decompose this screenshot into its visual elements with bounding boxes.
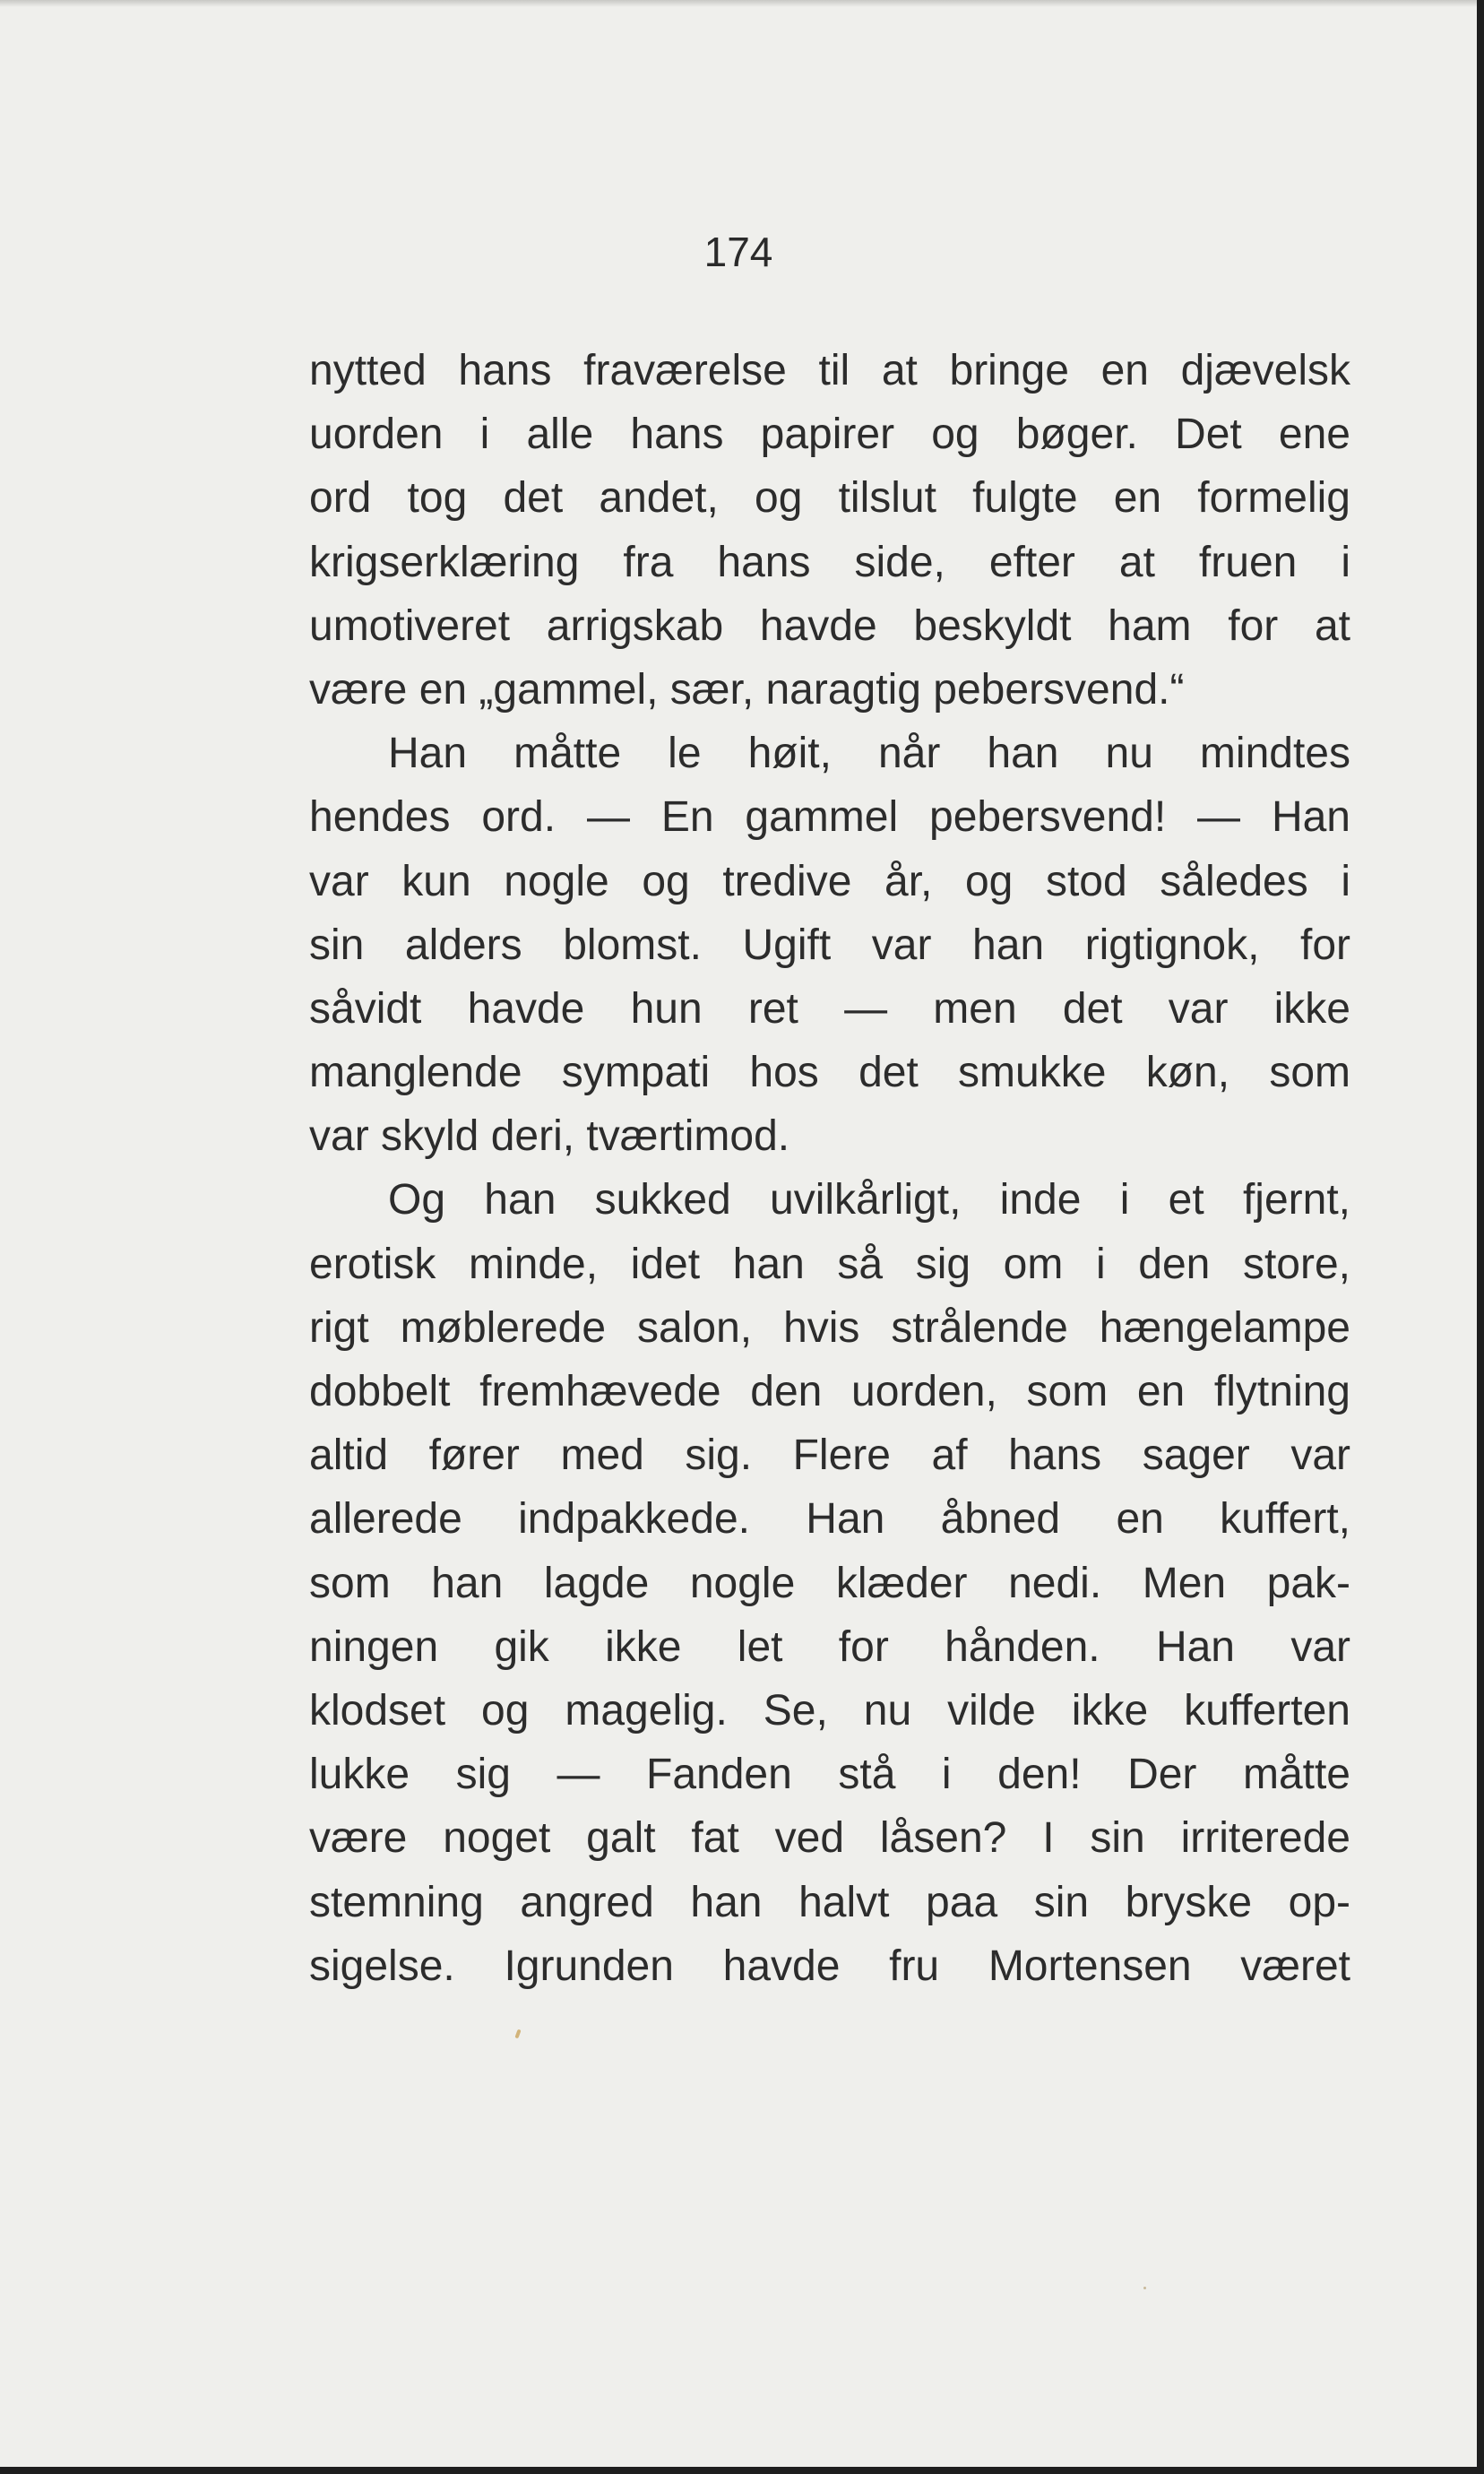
text-line: manglende sympati hos det smukke køn, som <box>309 1049 1350 1097</box>
text-line: lukke sig — Fanden stå i den! Der måtte <box>309 1751 1350 1799</box>
text-line: hendes ord. — En gammel pebersvend! — Han <box>309 793 1350 842</box>
text-line: være en „gammel, sær, naragtig pebersvend.“ <box>309 665 1185 714</box>
text-line: allerede indpakkede. Han åbned en kuffert, <box>309 1495 1350 1544</box>
text-line: umotiveret arrigskab havde beskyldt ham for at <box>309 601 1350 650</box>
paper-speck <box>1143 2287 1146 2289</box>
text-line: uorden i alle hans papirer og bøger. Det ene <box>309 411 1350 459</box>
text-line: Han måtte le høit, når han nu mindtes <box>388 730 1350 778</box>
text-line: altid fører med sig. Flere af hans sager var <box>309 1432 1350 1480</box>
text-line: dobbelt fremhævede den uorden, som en flytning <box>309 1368 1350 1415</box>
text-line: sin alders blomst. Ugift var han rigtignok, for <box>309 921 1350 969</box>
text-line: sigelse. Igrunden havde fru Mortensen været <box>309 1942 1350 1990</box>
text-line: krigserklæring fra hans side, efter at fruen i <box>309 538 1350 586</box>
text-line: erotisk minde, idet han så sig om i den store, <box>309 1240 1350 1288</box>
text-line: Og han sukked uvilkårligt, inde i et fjernt, <box>388 1176 1350 1224</box>
text-line: såvidt havde hun ret — men det var ikke <box>309 984 1350 1033</box>
body-text <box>309 339 1350 1998</box>
text-line: være noget galt fat ved låsen? I sin irriterede <box>309 1814 1350 1863</box>
text-line: var skyld deri, tværtimod. <box>309 1112 790 1161</box>
text-line: ord tog det andet, og tilslut fulgte en formelig <box>309 474 1350 523</box>
text-line: klodset og magelig. Se, nu vilde ikke kufferten <box>309 1686 1350 1734</box>
paper-speck <box>514 2029 521 2039</box>
text-line: var kun nogle og tredive år, og stod således i <box>309 857 1350 905</box>
text-line: nytted hans fraværelse til at bringe en djævelsk <box>309 347 1350 394</box>
page-edge-shadow <box>0 0 1477 7</box>
text-line: ningen gik ikke let for hånden. Han var <box>309 1622 1350 1671</box>
page-number: 174 <box>703 229 773 275</box>
text-line: stemning angred han halvt paa sin bryske op- <box>309 1878 1350 1926</box>
text-line: som han lagde nogle klæder nedi. Men pak- <box>309 1559 1350 1607</box>
text-line: rigt møblerede salon, hvis strålende hængelampe <box>309 1303 1350 1352</box>
